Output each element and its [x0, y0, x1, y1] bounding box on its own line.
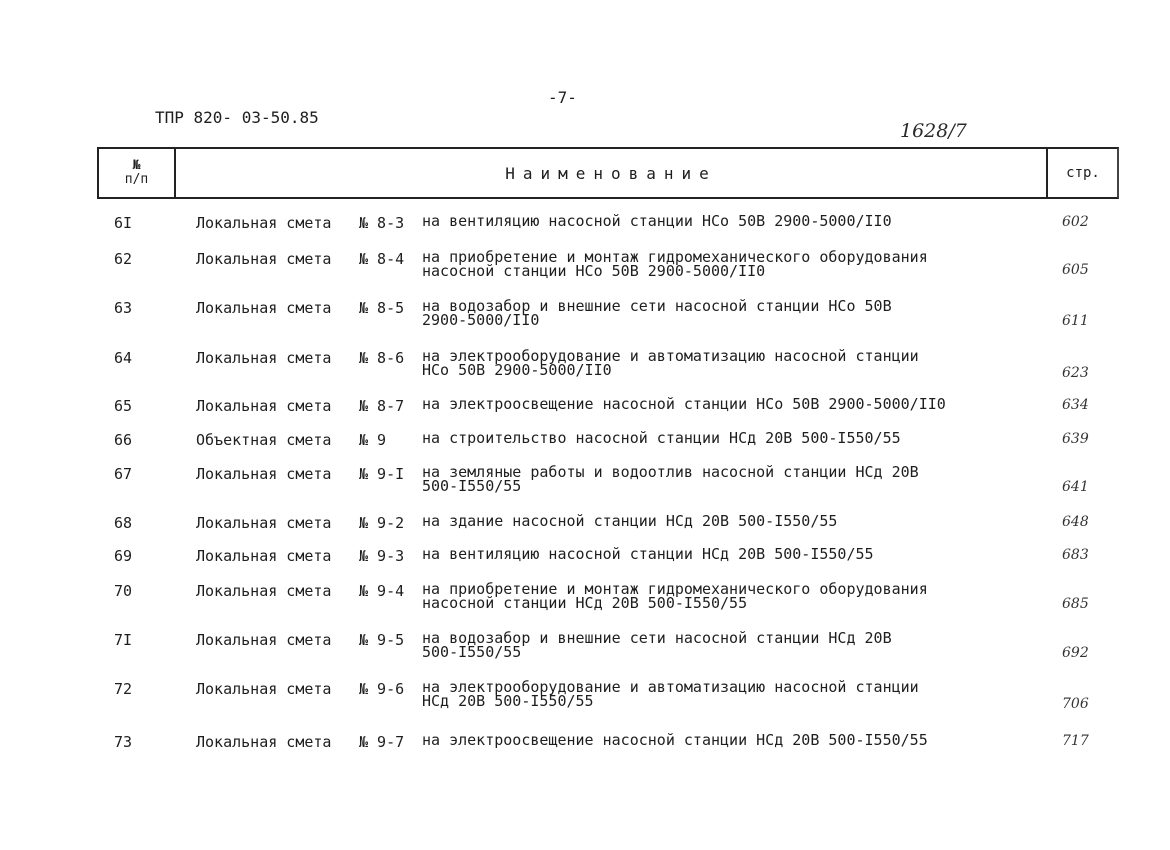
- row-number: 72: [114, 680, 133, 698]
- row-page-number: 623: [1062, 365, 1089, 381]
- row-estimate-type: Локальная смета: [196, 547, 332, 565]
- row-estimate-code: № 9-I: [359, 465, 405, 483]
- row-description-line-2: 500-I550/55: [422, 477, 522, 495]
- row-estimate-type: Локальная смета: [196, 465, 332, 483]
- row-description: [422, 250, 928, 278]
- row-description-line-1: на электроосвещение насосной станции НСд 20В 500-I550/55: [422, 731, 928, 749]
- row-estimate-type: Локальная смета: [196, 514, 332, 532]
- row-estimate-type: Локальная смета: [196, 582, 332, 600]
- row-estimate-code: № 8-6: [359, 349, 405, 367]
- column-header-name: Наименование: [505, 163, 717, 183]
- row-description-line-2: насосной станции НСд 20В 500-I550/55: [422, 594, 748, 612]
- row-description-line-1: на здание насосной станции НСд 20В 500-I550/55: [422, 512, 838, 530]
- row-estimate-code: № 9-3: [359, 547, 405, 565]
- row-page-number: 605: [1062, 262, 1089, 278]
- row-estimate-type: Локальная смета: [196, 349, 332, 367]
- row-description: [422, 582, 928, 610]
- row-description-line-1: на земляные работы и водоотлив насосной станции НСд 20В: [422, 463, 919, 481]
- row-description: [422, 547, 874, 561]
- row-description: [422, 431, 901, 445]
- row-estimate-code: № 9: [359, 431, 387, 449]
- row-estimate-code: № 8-4: [359, 250, 405, 268]
- row-page-number: 611: [1062, 313, 1089, 329]
- row-description-line-1: на водозабор и внешние сети насосной станции НСо 50В: [422, 297, 892, 315]
- row-estimate-code: № 8-7: [359, 397, 405, 415]
- row-estimate-code: № 8-3: [359, 214, 405, 232]
- row-description: [422, 349, 919, 377]
- sheet-code: 1628/7: [900, 120, 967, 142]
- row-description-line-1: на вентиляцию насосной станции НСо 50В 2900-5000/II0: [422, 212, 892, 230]
- row-number: 7I: [114, 631, 133, 649]
- row-description-line-2: 500-I550/55: [422, 643, 522, 661]
- row-description: [422, 397, 946, 411]
- row-estimate-type: Локальная смета: [196, 631, 332, 649]
- row-page-number: 685: [1062, 596, 1089, 612]
- row-estimate-code: № 8-5: [359, 299, 405, 317]
- column-header-page: стр.: [1046, 149, 1118, 197]
- row-number: 68: [114, 514, 133, 532]
- row-page-number: 717: [1062, 733, 1089, 749]
- row-description-line-2: 2900-5000/II0: [422, 311, 540, 329]
- row-page-number: 648: [1062, 514, 1089, 530]
- row-estimate-type: Локальная смета: [196, 250, 332, 268]
- number-label: п/п: [124, 172, 149, 187]
- row-page-number: 692: [1062, 645, 1089, 661]
- row-description-line-1: на приобретение и монтаж гидромеханического оборудования: [422, 248, 928, 266]
- row-estimate-type: Локальная смета: [196, 214, 332, 232]
- table-header: [97, 147, 1119, 199]
- row-description: [422, 631, 892, 659]
- column-header-number: [99, 149, 176, 197]
- row-description-line-1: на электрооборудование и автоматизацию насосной станции: [422, 678, 919, 696]
- row-number: 6I: [114, 214, 133, 232]
- row-description: [422, 299, 892, 327]
- row-number: 66: [114, 431, 133, 449]
- row-page-number: 683: [1062, 547, 1089, 563]
- row-number: 69: [114, 547, 133, 565]
- row-estimate-code: № 9-7: [359, 733, 405, 751]
- row-page-number: 639: [1062, 431, 1089, 447]
- row-estimate-type: Локальная смета: [196, 299, 332, 317]
- row-description-line-1: на электроосвещение насосной станции НСо 50В 2900-5000/II0: [422, 395, 946, 413]
- row-number: 67: [114, 465, 133, 483]
- row-description-line-2: НСо 50В 2900-5000/II0: [422, 361, 612, 379]
- row-estimate-type: Локальная смета: [196, 397, 332, 415]
- document-code: ТПР 820- 03-50.85: [155, 108, 319, 127]
- row-description: [422, 680, 919, 708]
- row-estimate-type: Локальная смета: [196, 680, 332, 698]
- row-description-line-1: на приобретение и монтаж гидромеханического оборудования: [422, 580, 928, 598]
- row-page-number: 634: [1062, 397, 1089, 413]
- row-description-line-1: на электрооборудование и автоматизацию насосной станции: [422, 347, 919, 365]
- number-symbol: №: [132, 158, 141, 173]
- row-page-number: 602: [1062, 214, 1089, 230]
- row-description: [422, 514, 837, 528]
- page-number: -7-: [548, 88, 577, 107]
- row-estimate-type: Объектная смета: [196, 431, 332, 449]
- row-description-line-2: насосной станции НСо 50В 2900-5000/II0: [422, 262, 766, 280]
- row-page-number: 641: [1062, 479, 1089, 495]
- row-description: [422, 465, 919, 493]
- row-description-line-2: НСд 20В 500-I550/55: [422, 692, 594, 710]
- row-number: 64: [114, 349, 133, 367]
- row-description-line-1: на водозабор и внешние сети насосной станции НСд 20В: [422, 629, 892, 647]
- row-number: 73: [114, 733, 133, 751]
- row-number: 70: [114, 582, 133, 600]
- row-description-line-1: на строительство насосной станции НСд 20В 500-I550/55: [422, 429, 901, 447]
- row-estimate-code: № 9-2: [359, 514, 405, 532]
- row-number: 62: [114, 250, 133, 268]
- row-number: 63: [114, 299, 133, 317]
- row-estimate-code: № 9-6: [359, 680, 405, 698]
- row-description: [422, 214, 892, 228]
- row-estimate-code: № 9-4: [359, 582, 405, 600]
- row-page-number: 706: [1062, 696, 1089, 712]
- row-number: 65: [114, 397, 133, 415]
- row-description-line-1: на вентиляцию насосной станции НСд 20В 500-I550/55: [422, 545, 874, 563]
- row-estimate-type: Локальная смета: [196, 733, 332, 751]
- row-description: [422, 733, 928, 747]
- row-estimate-code: № 9-5: [359, 631, 405, 649]
